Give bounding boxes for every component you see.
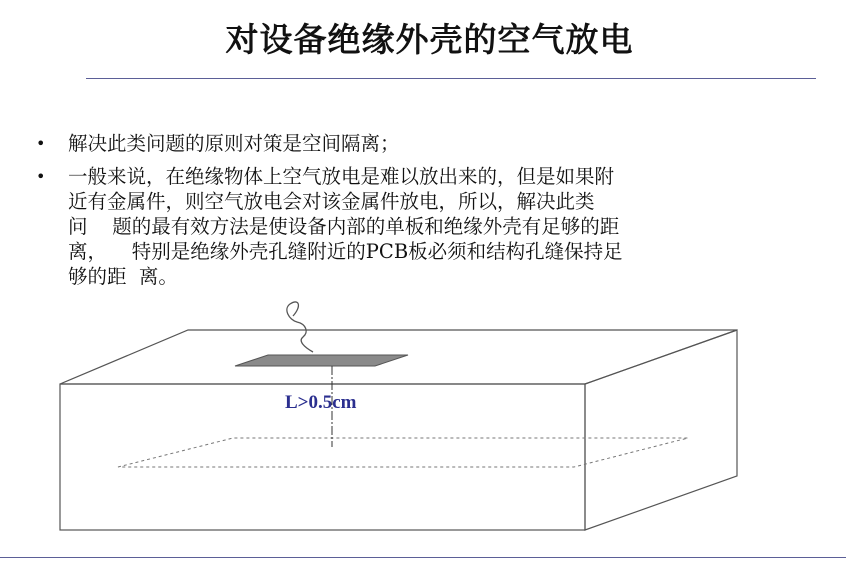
bullet-marker: • — [36, 134, 46, 153]
distance-label: L>0.5cm — [285, 392, 357, 413]
bullet-text-line: 离， 特别是绝缘外壳孔缝附近的PCB板必须和结构孔缝保持足 — [68, 240, 623, 263]
external-metal-plate — [235, 355, 408, 366]
bullet-text-line: 一般来说，在绝缘物体上空气放电是难以放出来的，但是如果附 — [68, 165, 615, 188]
insulating-enclosure — [60, 330, 737, 530]
bullet-marker: • — [36, 167, 46, 186]
enclosure-side-face — [585, 330, 737, 530]
bullet-text-line: 够的距 离。 — [68, 265, 178, 288]
footer-divider — [0, 557, 846, 558]
bullet-text-line: 近有金属件，则空气放电会对该金属件放电，所以，解决此类 — [68, 190, 595, 213]
internal-pcb-board — [118, 438, 688, 467]
slide-title: 对设备绝缘外壳的空气放电 — [225, 20, 634, 59]
bullet-text-line: 解决此类问题的原则对策是空间隔离； — [68, 132, 400, 155]
spark-icon — [287, 302, 313, 352]
bullet-text-line: 问 题的最有效方法是使设备内部的单板和绝缘外壳有足够的距 — [68, 215, 620, 238]
